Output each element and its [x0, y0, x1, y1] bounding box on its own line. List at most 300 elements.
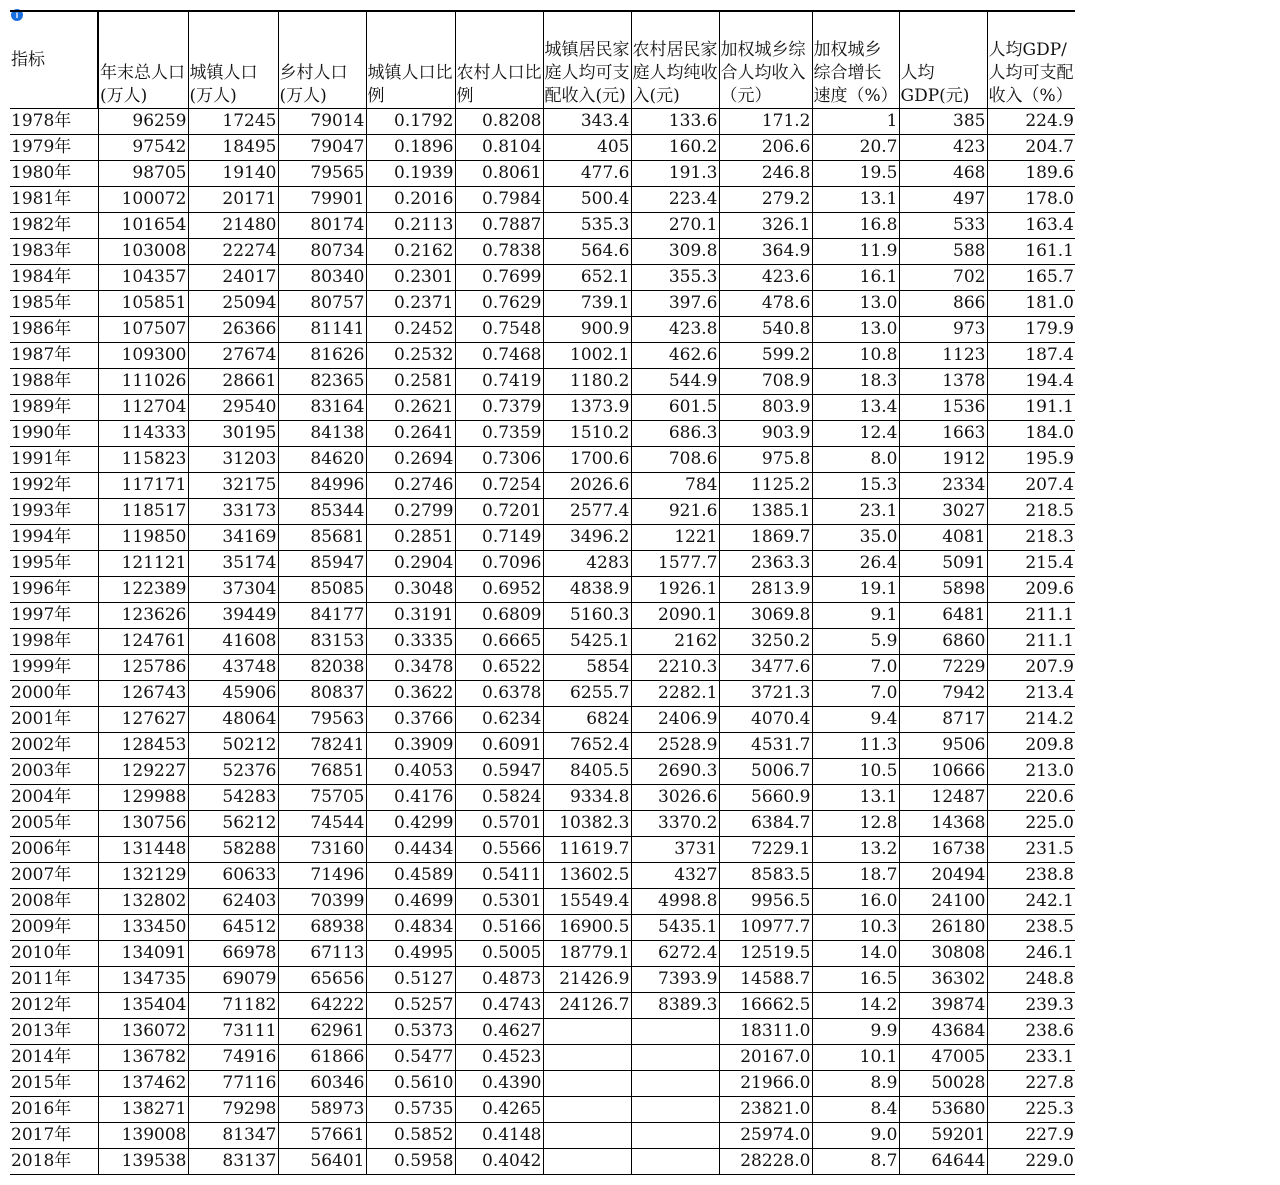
table-cell[interactable]: 85344 [278, 499, 366, 525]
table-cell[interactable]: 12.8 [812, 811, 899, 837]
table-cell[interactable]: 14588.7 [719, 967, 812, 993]
table-cell[interactable]: 652.1 [543, 265, 631, 291]
table-cell[interactable]: 73111 [188, 1019, 278, 1045]
table-cell[interactable]: 16.5 [812, 967, 899, 993]
table-cell[interactable]: 79298 [188, 1097, 278, 1123]
table-cell[interactable]: 107507 [98, 317, 188, 343]
table-cell[interactable]: 2577.4 [543, 499, 631, 525]
table-cell[interactable]: 39449 [188, 603, 278, 629]
table-cell[interactable]: 7942 [899, 681, 987, 707]
table-cell[interactable]: 0.7887 [455, 213, 543, 239]
table-cell[interactable]: 0.7096 [455, 551, 543, 577]
table-cell[interactable]: 9.1 [812, 603, 899, 629]
table-cell[interactable]: 248.8 [987, 967, 1075, 993]
table-cell[interactable]: 64222 [278, 993, 366, 1019]
table-cell[interactable]: 204.7 [987, 135, 1075, 161]
table-cell[interactable]: 1577.7 [631, 551, 719, 577]
table-cell[interactable]: 3370.2 [631, 811, 719, 837]
table-cell[interactable]: 27674 [188, 343, 278, 369]
table-cell[interactable]: 135404 [98, 993, 188, 1019]
table-cell[interactable]: 497 [899, 187, 987, 213]
table-cell[interactable]: 18495 [188, 135, 278, 161]
table-cell[interactable]: 59201 [899, 1123, 987, 1149]
table-cell[interactable]: 1663 [899, 421, 987, 447]
table-cell[interactable]: 0.4148 [455, 1123, 543, 1149]
table-cell[interactable]: 84996 [278, 473, 366, 499]
table-cell[interactable]: 117171 [98, 473, 188, 499]
table-cell[interactable]: 81347 [188, 1123, 278, 1149]
table-cell[interactable]: 0.4699 [366, 889, 455, 915]
table-cell[interactable]: 0.6378 [455, 681, 543, 707]
table-cell[interactable]: 0.4042 [455, 1149, 543, 1175]
table-cell[interactable]: 67113 [278, 941, 366, 967]
table-cell[interactable]: 18.3 [812, 369, 899, 395]
table-cell[interactable]: 81626 [278, 343, 366, 369]
table-cell[interactable]: 0.5301 [455, 889, 543, 915]
table-cell[interactable]: 14.0 [812, 941, 899, 967]
table-cell[interactable]: 8405.5 [543, 759, 631, 785]
table-cell[interactable]: 20494 [899, 863, 987, 889]
table-cell[interactable]: 1926.1 [631, 577, 719, 603]
table-cell[interactable]: 8.7 [812, 1149, 899, 1175]
table-cell[interactable]: 100072 [98, 187, 188, 213]
table-cell[interactable]: 4998.8 [631, 889, 719, 915]
table-cell[interactable]: 1385.1 [719, 499, 812, 525]
table-cell[interactable]: 0.2694 [366, 447, 455, 473]
table-cell[interactable]: 2282.1 [631, 681, 719, 707]
row-label[interactable]: 1982年 [10, 213, 98, 239]
table-cell[interactable]: 468 [899, 161, 987, 187]
table-cell[interactable]: 20.7 [812, 135, 899, 161]
table-cell[interactable]: 137462 [98, 1071, 188, 1097]
table-cell[interactable]: 5091 [899, 551, 987, 577]
table-cell[interactable]: 10666 [899, 759, 987, 785]
table-cell[interactable]: 79014 [278, 109, 366, 135]
table-cell[interactable]: 4081 [899, 525, 987, 551]
table-cell[interactable]: 903.9 [719, 421, 812, 447]
table-cell[interactable]: 16.8 [812, 213, 899, 239]
table-cell[interactable]: 225.0 [987, 811, 1075, 837]
table-cell[interactable]: 191.1 [987, 395, 1075, 421]
table-cell[interactable]: 68938 [278, 915, 366, 941]
table-cell[interactable]: 115823 [98, 447, 188, 473]
table-cell[interactable]: 0.5566 [455, 837, 543, 863]
table-cell[interactable]: 7393.9 [631, 967, 719, 993]
table-cell[interactable]: 79047 [278, 135, 366, 161]
table-cell[interactable]: 739.1 [543, 291, 631, 317]
table-cell[interactable]: 3721.3 [719, 681, 812, 707]
table-cell[interactable]: 39874 [899, 993, 987, 1019]
table-cell[interactable]: 218.5 [987, 499, 1075, 525]
table-cell[interactable]: 41608 [188, 629, 278, 655]
table-cell[interactable]: 163.4 [987, 213, 1075, 239]
table-cell[interactable]: 104357 [98, 265, 188, 291]
row-label[interactable]: 1996年 [10, 577, 98, 603]
table-cell[interactable]: 97542 [98, 135, 188, 161]
table-cell[interactable]: 0.7838 [455, 239, 543, 265]
row-label[interactable]: 1992年 [10, 473, 98, 499]
table-cell[interactable]: 6824 [543, 707, 631, 733]
table-cell[interactable]: 702 [899, 265, 987, 291]
table-cell[interactable]: 0.2746 [366, 473, 455, 499]
table-cell[interactable]: 191.3 [631, 161, 719, 187]
table-cell[interactable]: 78241 [278, 733, 366, 759]
table-cell[interactable]: 2334 [899, 473, 987, 499]
table-cell[interactable]: 50028 [899, 1071, 987, 1097]
table-cell[interactable]: 0.4390 [455, 1071, 543, 1097]
table-cell[interactable]: 0.5852 [366, 1123, 455, 1149]
table-cell[interactable]: 0.7419 [455, 369, 543, 395]
table-cell[interactable]: 385 [899, 109, 987, 135]
table-cell[interactable]: 242.1 [987, 889, 1075, 915]
row-label[interactable]: 1987年 [10, 343, 98, 369]
table-cell[interactable]: 462.6 [631, 343, 719, 369]
table-cell[interactable]: 0.4873 [455, 967, 543, 993]
row-label[interactable]: 2014年 [10, 1045, 98, 1071]
table-cell[interactable]: 544.9 [631, 369, 719, 395]
table-cell[interactable]: 0.8104 [455, 135, 543, 161]
row-label[interactable]: 1997年 [10, 603, 98, 629]
table-cell[interactable]: 973 [899, 317, 987, 343]
table-cell[interactable]: 6384.7 [719, 811, 812, 837]
table-cell[interactable]: 8717 [899, 707, 987, 733]
table-cell[interactable]: 0.6234 [455, 707, 543, 733]
table-cell[interactable]: 279.2 [719, 187, 812, 213]
table-cell[interactable]: 187.4 [987, 343, 1075, 369]
table-cell[interactable]: 7229 [899, 655, 987, 681]
table-cell[interactable]: 0.2532 [366, 343, 455, 369]
table-cell[interactable]: 0.7984 [455, 187, 543, 213]
table-cell[interactable]: 71182 [188, 993, 278, 1019]
row-label[interactable]: 2001年 [10, 707, 98, 733]
table-cell[interactable]: 803.9 [719, 395, 812, 421]
row-label[interactable]: 2015年 [10, 1071, 98, 1097]
table-cell[interactable]: 53680 [899, 1097, 987, 1123]
table-cell[interactable]: 129988 [98, 785, 188, 811]
table-cell[interactable]: 36302 [899, 967, 987, 993]
row-label[interactable]: 1995年 [10, 551, 98, 577]
table-cell[interactable]: 478.6 [719, 291, 812, 317]
table-cell[interactable]: 10977.7 [719, 915, 812, 941]
table-cell[interactable]: 364.9 [719, 239, 812, 265]
table-cell[interactable]: 11.9 [812, 239, 899, 265]
row-label[interactable]: 2012年 [10, 993, 98, 1019]
table-cell[interactable]: 24100 [899, 889, 987, 915]
table-cell[interactable]: 35.0 [812, 525, 899, 551]
row-label[interactable]: 2000年 [10, 681, 98, 707]
table-cell[interactable]: 7.0 [812, 655, 899, 681]
table-cell[interactable]: 184.0 [987, 421, 1075, 447]
table-cell[interactable]: 1002.1 [543, 343, 631, 369]
table-cell[interactable]: 16.1 [812, 265, 899, 291]
table-cell[interactable]: 52376 [188, 759, 278, 785]
table-cell[interactable]: 3027 [899, 499, 987, 525]
table-cell[interactable]: 58288 [188, 837, 278, 863]
table-cell[interactable]: 28228.0 [719, 1149, 812, 1175]
table-cell[interactable]: 82038 [278, 655, 366, 681]
table-cell[interactable]: 601.5 [631, 395, 719, 421]
table-cell[interactable]: 83137 [188, 1149, 278, 1175]
table-cell[interactable]: 34169 [188, 525, 278, 551]
table-cell[interactable]: 0.4053 [366, 759, 455, 785]
table-cell[interactable]: 18.7 [812, 863, 899, 889]
table-cell[interactable]: 0.5701 [455, 811, 543, 837]
row-label[interactable]: 1983年 [10, 239, 98, 265]
row-label[interactable]: 1989年 [10, 395, 98, 421]
table-cell[interactable]: 0.5127 [366, 967, 455, 993]
table-cell[interactable]: 7.0 [812, 681, 899, 707]
table-cell[interactable]: 2406.9 [631, 707, 719, 733]
table-cell[interactable]: 103008 [98, 239, 188, 265]
table-cell[interactable]: 85681 [278, 525, 366, 551]
table-cell[interactable]: 84177 [278, 603, 366, 629]
table-cell[interactable]: 25094 [188, 291, 278, 317]
table-cell[interactable]: 15.3 [812, 473, 899, 499]
table-cell[interactable]: 28661 [188, 369, 278, 395]
table-cell[interactable]: 0.2113 [366, 213, 455, 239]
table-cell[interactable]: 57661 [278, 1123, 366, 1149]
table-cell[interactable]: 8583.5 [719, 863, 812, 889]
table-cell[interactable]: 12487 [899, 785, 987, 811]
table-cell[interactable]: 238.8 [987, 863, 1075, 889]
table-cell[interactable]: 138271 [98, 1097, 188, 1123]
table-cell[interactable]: 270.1 [631, 213, 719, 239]
table-cell[interactable]: 238.6 [987, 1019, 1075, 1045]
row-label[interactable]: 2002年 [10, 733, 98, 759]
table-cell[interactable]: 0.5005 [455, 941, 543, 967]
table-cell[interactable]: 128453 [98, 733, 188, 759]
table-cell[interactable] [631, 1123, 719, 1149]
table-cell[interactable]: 11.3 [812, 733, 899, 759]
row-label[interactable]: 2005年 [10, 811, 98, 837]
table-cell[interactable]: 133.6 [631, 109, 719, 135]
table-cell[interactable]: 0.4834 [366, 915, 455, 941]
table-cell[interactable]: 10.5 [812, 759, 899, 785]
table-cell[interactable]: 2363.3 [719, 551, 812, 577]
table-cell[interactable]: 3026.6 [631, 785, 719, 811]
table-cell[interactable]: 343.4 [543, 109, 631, 135]
table-cell[interactable]: 189.6 [987, 161, 1075, 187]
table-cell[interactable]: 16738 [899, 837, 987, 863]
table-cell[interactable]: 30195 [188, 421, 278, 447]
table-cell[interactable]: 0.7468 [455, 343, 543, 369]
table-cell[interactable]: 56212 [188, 811, 278, 837]
table-cell[interactable]: 31203 [188, 447, 278, 473]
table-cell[interactable]: 77116 [188, 1071, 278, 1097]
table-cell[interactable]: 0.7699 [455, 265, 543, 291]
table-cell[interactable]: 0.5824 [455, 785, 543, 811]
table-cell[interactable]: 74544 [278, 811, 366, 837]
table-cell[interactable]: 0.2162 [366, 239, 455, 265]
table-cell[interactable]: 10382.3 [543, 811, 631, 837]
table-cell[interactable]: 12.4 [812, 421, 899, 447]
table-cell[interactable]: 0.5735 [366, 1097, 455, 1123]
table-cell[interactable]: 30808 [899, 941, 987, 967]
table-cell[interactable]: 0.5373 [366, 1019, 455, 1045]
table-cell[interactable]: 105851 [98, 291, 188, 317]
table-cell[interactable]: 80734 [278, 239, 366, 265]
table-cell[interactable]: 214.2 [987, 707, 1075, 733]
table-cell[interactable] [543, 1071, 631, 1097]
table-cell[interactable]: 171.2 [719, 109, 812, 135]
table-cell[interactable]: 20171 [188, 187, 278, 213]
table-cell[interactable]: 921.6 [631, 499, 719, 525]
table-cell[interactable]: 7229.1 [719, 837, 812, 863]
table-cell[interactable]: 45906 [188, 681, 278, 707]
table-cell[interactable]: 19.1 [812, 577, 899, 603]
table-cell[interactable]: 0.4176 [366, 785, 455, 811]
table-cell[interactable]: 37304 [188, 577, 278, 603]
table-cell[interactable]: 70399 [278, 889, 366, 915]
table-cell[interactable]: 8.4 [812, 1097, 899, 1123]
table-cell[interactable]: 0.1792 [366, 109, 455, 135]
table-cell[interactable]: 0.2799 [366, 499, 455, 525]
table-cell[interactable]: 0.7548 [455, 317, 543, 343]
table-cell[interactable]: 3250.2 [719, 629, 812, 655]
table-cell[interactable]: 33173 [188, 499, 278, 525]
table-cell[interactable]: 0.4627 [455, 1019, 543, 1045]
table-cell[interactable]: 1700.6 [543, 447, 631, 473]
table-cell[interactable]: 74916 [188, 1045, 278, 1071]
table-cell[interactable]: 58973 [278, 1097, 366, 1123]
table-cell[interactable]: 0.4265 [455, 1097, 543, 1123]
table-cell[interactable]: 26180 [899, 915, 987, 941]
table-cell[interactable]: 0.3191 [366, 603, 455, 629]
table-cell[interactable]: 213.4 [987, 681, 1075, 707]
table-cell[interactable]: 0.6952 [455, 577, 543, 603]
table-cell[interactable]: 13.1 [812, 187, 899, 213]
table-cell[interactable]: 64644 [899, 1149, 987, 1175]
table-cell[interactable]: 134735 [98, 967, 188, 993]
table-cell[interactable]: 0.3335 [366, 629, 455, 655]
table-cell[interactable]: 80340 [278, 265, 366, 291]
row-label[interactable]: 2011年 [10, 967, 98, 993]
row-label[interactable]: 1984年 [10, 265, 98, 291]
table-cell[interactable]: 1912 [899, 447, 987, 473]
table-cell[interactable]: 540.8 [719, 317, 812, 343]
table-cell[interactable]: 0.1896 [366, 135, 455, 161]
table-cell[interactable]: 708.6 [631, 447, 719, 473]
table-cell[interactable]: 0.2641 [366, 421, 455, 447]
table-cell[interactable]: 2813.9 [719, 577, 812, 603]
table-cell[interactable]: 2210.3 [631, 655, 719, 681]
table-cell[interactable]: 60346 [278, 1071, 366, 1097]
table-cell[interactable]: 0.2621 [366, 395, 455, 421]
table-cell[interactable]: 125786 [98, 655, 188, 681]
table-cell[interactable]: 0.5610 [366, 1071, 455, 1097]
table-cell[interactable]: 69079 [188, 967, 278, 993]
table-cell[interactable]: 65656 [278, 967, 366, 993]
table-cell[interactable]: 500.4 [543, 187, 631, 213]
table-cell[interactable]: 3069.8 [719, 603, 812, 629]
table-cell[interactable]: 0.7629 [455, 291, 543, 317]
table-cell[interactable]: 5435.1 [631, 915, 719, 941]
table-cell[interactable]: 588 [899, 239, 987, 265]
table-cell[interactable]: 16662.5 [719, 993, 812, 1019]
table-cell[interactable]: 0.3909 [366, 733, 455, 759]
table-cell[interactable]: 1536 [899, 395, 987, 421]
row-label[interactable]: 2008年 [10, 889, 98, 915]
table-cell[interactable]: 0.3478 [366, 655, 455, 681]
table-cell[interactable]: 62961 [278, 1019, 366, 1045]
table-cell[interactable]: 19140 [188, 161, 278, 187]
table-cell[interactable]: 4070.4 [719, 707, 812, 733]
table-cell[interactable]: 477.6 [543, 161, 631, 187]
table-cell[interactable]: 246.8 [719, 161, 812, 187]
table-cell[interactable]: 8389.3 [631, 993, 719, 1019]
row-label[interactable]: 1986年 [10, 317, 98, 343]
table-cell[interactable]: 13.4 [812, 395, 899, 421]
table-cell[interactable]: 29540 [188, 395, 278, 421]
table-cell[interactable]: 123626 [98, 603, 188, 629]
table-cell[interactable]: 9334.8 [543, 785, 631, 811]
table-cell[interactable]: 71496 [278, 863, 366, 889]
table-cell[interactable]: 708.9 [719, 369, 812, 395]
table-cell[interactable]: 136072 [98, 1019, 188, 1045]
table-cell[interactable]: 136782 [98, 1045, 188, 1071]
table-cell[interactable]: 60633 [188, 863, 278, 889]
table-cell[interactable]: 4531.7 [719, 733, 812, 759]
table-cell[interactable] [543, 1019, 631, 1045]
table-cell[interactable]: 122389 [98, 577, 188, 603]
table-cell[interactable]: 62403 [188, 889, 278, 915]
table-cell[interactable]: 160.2 [631, 135, 719, 161]
row-label[interactable]: 2009年 [10, 915, 98, 941]
table-cell[interactable]: 0.4589 [366, 863, 455, 889]
table-cell[interactable]: 139538 [98, 1149, 188, 1175]
table-cell[interactable]: 11619.7 [543, 837, 631, 863]
table-cell[interactable]: 2090.1 [631, 603, 719, 629]
table-cell[interactable]: 79901 [278, 187, 366, 213]
table-cell[interactable]: 599.2 [719, 343, 812, 369]
table-cell[interactable]: 218.3 [987, 525, 1075, 551]
table-cell[interactable]: 66978 [188, 941, 278, 967]
table-cell[interactable]: 181.0 [987, 291, 1075, 317]
row-label[interactable]: 2013年 [10, 1019, 98, 1045]
table-cell[interactable]: 0.4743 [455, 993, 543, 1019]
table-cell[interactable]: 0.7254 [455, 473, 543, 499]
row-label[interactable]: 1985年 [10, 291, 98, 317]
table-cell[interactable]: 79565 [278, 161, 366, 187]
table-cell[interactable]: 238.5 [987, 915, 1075, 941]
table-cell[interactable]: 161.1 [987, 239, 1075, 265]
table-cell[interactable]: 23821.0 [719, 1097, 812, 1123]
table-cell[interactable]: 0.6665 [455, 629, 543, 655]
table-cell[interactable]: 533 [899, 213, 987, 239]
table-cell[interactable]: 10.1 [812, 1045, 899, 1071]
table-cell[interactable]: 0.7306 [455, 447, 543, 473]
table-cell[interactable]: 224.9 [987, 109, 1075, 135]
table-cell[interactable]: 24017 [188, 265, 278, 291]
table-cell[interactable]: 79563 [278, 707, 366, 733]
table-cell[interactable]: 47005 [899, 1045, 987, 1071]
table-cell[interactable]: 109300 [98, 343, 188, 369]
table-cell[interactable]: 0.7149 [455, 525, 543, 551]
table-cell[interactable]: 9956.5 [719, 889, 812, 915]
table-cell[interactable]: 127627 [98, 707, 188, 733]
table-cell[interactable]: 114333 [98, 421, 188, 447]
table-cell[interactable]: 5660.9 [719, 785, 812, 811]
table-cell[interactable]: 209.8 [987, 733, 1075, 759]
row-label[interactable]: 2007年 [10, 863, 98, 889]
table-cell[interactable]: 139008 [98, 1123, 188, 1149]
table-cell[interactable]: 80837 [278, 681, 366, 707]
row-label[interactable]: 1988年 [10, 369, 98, 395]
table-cell[interactable]: 0.3048 [366, 577, 455, 603]
table-cell[interactable]: 0.8061 [455, 161, 543, 187]
table-cell[interactable]: 4838.9 [543, 577, 631, 603]
table-cell[interactable]: 134091 [98, 941, 188, 967]
